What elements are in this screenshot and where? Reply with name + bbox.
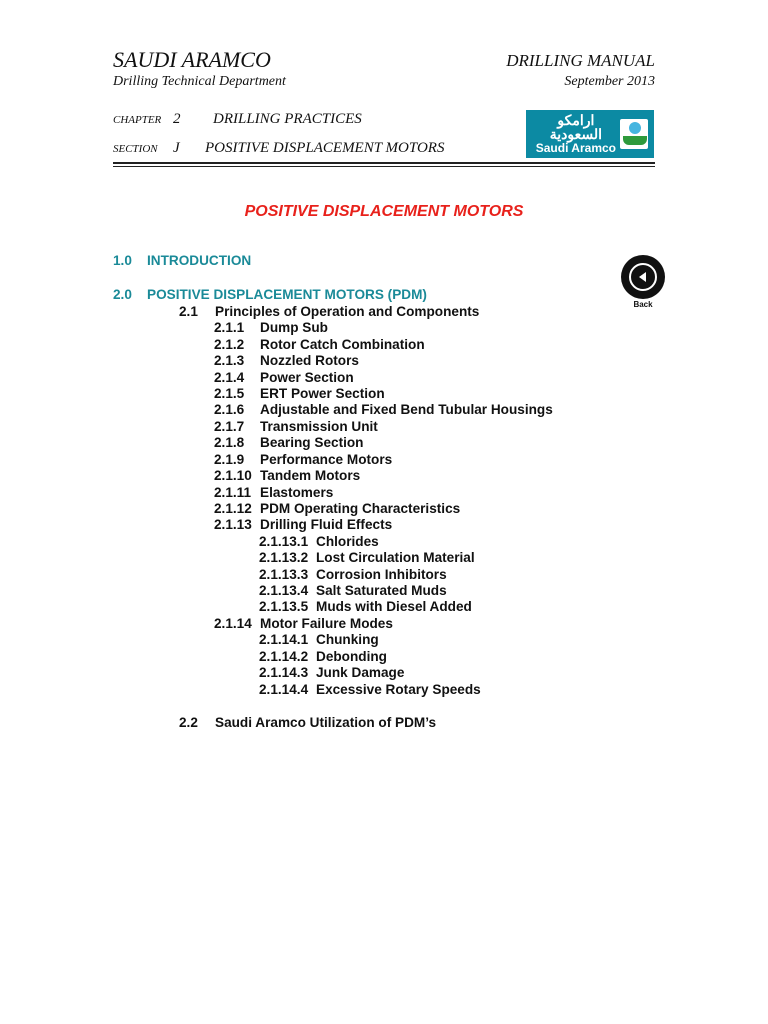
toc-item-text: Rotor Catch Combination	[260, 337, 425, 352]
toc-item-number: 2.1.4	[214, 370, 245, 385]
toc-item-number: 2.1	[179, 304, 198, 319]
toc-item-number: 2.1.14.3	[259, 665, 309, 680]
section-key: SECTION	[113, 143, 158, 155]
toc-item-number: 2.1.14.4	[259, 682, 309, 697]
logo-arabic-text: ارامكو السعودية	[549, 112, 603, 142]
toc-item-number: 1.0	[113, 253, 132, 268]
toc-item-number: 2.1.14	[214, 616, 252, 631]
toc-item-number: 2.1.13.1	[259, 534, 309, 549]
logo-mark-icon	[620, 119, 648, 149]
manual-date: September 2013	[564, 74, 655, 89]
toc-item-number: 2.1.5	[214, 386, 245, 401]
logo-wordmark	[532, 113, 620, 155]
toc-item-text: Muds with Diesel Added	[316, 599, 472, 614]
toc-item[interactable]	[113, 287, 427, 302]
toc-item-text: ERT Power Section	[260, 386, 385, 401]
department-name: Drilling Technical Department	[113, 74, 286, 89]
toc-item-text: Nozzled Rotors	[260, 353, 359, 368]
toc-item-text: POSITIVE DISPLACEMENT MOTORS (PDM)	[147, 287, 427, 302]
toc-item[interactable]	[259, 632, 379, 647]
toc-item-number: 2.1.3	[214, 353, 245, 368]
toc-item-text: Performance Motors	[260, 452, 393, 467]
toc-item-text: Adjustable and Fixed Bend Tubular Housings	[260, 402, 553, 417]
toc-item[interactable]	[214, 337, 425, 352]
toc-item[interactable]	[259, 550, 475, 565]
toc-item-text: Corrosion Inhibitors	[316, 567, 447, 582]
toc-item[interactable]	[259, 599, 472, 614]
header-right	[506, 50, 655, 90]
toc-item-number: 2.1.8	[214, 435, 245, 450]
org-name: SAUDI ARAMCO	[113, 47, 271, 72]
toc-item[interactable]	[214, 386, 385, 401]
section-row	[113, 139, 444, 157]
toc-item-text: Tandem Motors	[260, 468, 361, 483]
toc-item-number: 2.2	[179, 715, 198, 730]
toc-item[interactable]	[214, 517, 392, 532]
toc-item-text: Lost Circulation Material	[316, 550, 475, 565]
toc-item-text: Motor Failure Modes	[260, 616, 393, 631]
toc-item-number: 2.1.9	[214, 452, 245, 467]
toc-item[interactable]	[214, 419, 378, 434]
toc-item-text: Salt Saturated Muds	[316, 583, 447, 598]
toc-item[interactable]	[214, 501, 460, 516]
chapter-number: 2	[173, 111, 181, 127]
chapter-title: DRILLING PRACTICES	[213, 111, 362, 127]
toc-item[interactable]	[214, 370, 354, 385]
toc-item-number: 2.1.14.2	[259, 649, 309, 664]
toc-item-number: 2.1.1	[214, 320, 245, 335]
manual-title: DRILLING MANUAL	[506, 51, 655, 70]
header-rule-thin	[113, 166, 655, 167]
toc-item[interactable]	[214, 435, 364, 450]
toc-item-number: 2.1.13.5	[259, 599, 309, 614]
chapter-row	[113, 110, 362, 128]
toc-item-text: Saudi Aramco Utilization of PDM’s	[215, 715, 437, 730]
toc-item[interactable]	[259, 534, 379, 549]
toc-item-number: 2.0	[113, 287, 132, 302]
toc-item-text: Excessive Rotary Speeds	[316, 682, 481, 697]
toc-item[interactable]	[259, 583, 447, 598]
toc-item-text: Elastomers	[260, 485, 334, 500]
back-button[interactable]	[620, 255, 666, 309]
toc-item[interactable]	[214, 468, 360, 483]
toc-item-text: Transmission Unit	[260, 419, 378, 434]
toc-item[interactable]	[259, 665, 404, 680]
toc-item[interactable]	[179, 304, 479, 319]
toc-item-number: 2.1.10	[214, 468, 252, 483]
toc-item[interactable]	[214, 616, 393, 631]
toc-item-text: PDM Operating Characteristics	[260, 501, 461, 516]
toc-item-number: 2.1.2	[214, 337, 245, 352]
toc-item-number: 2.1.14.1	[259, 632, 309, 647]
toc-item[interactable]	[214, 452, 392, 467]
toc-item[interactable]	[214, 402, 553, 417]
toc-item[interactable]	[179, 715, 436, 730]
toc-item[interactable]	[214, 353, 359, 368]
toc-item-number: 2.1.13.3	[259, 567, 309, 582]
toc-item-number: 2.1.7	[214, 419, 245, 434]
toc-item-text: Dump Sub	[260, 320, 328, 335]
logo-english-text: Saudi Aramco	[535, 141, 616, 155]
toc-item-text: Debonding	[316, 649, 387, 664]
toc-item-number: 2.1.13.2	[259, 550, 309, 565]
toc-item-text: Power Section	[260, 370, 354, 385]
saudi-aramco-logo	[526, 110, 654, 158]
toc-item-number: 2.1.12	[214, 501, 252, 516]
back-label[interactable]: Back	[633, 300, 653, 309]
toc-item[interactable]	[259, 567, 447, 582]
header-rule	[113, 162, 655, 164]
toc-item-text: Chlorides	[316, 534, 379, 549]
toc-item-number: 2.1.13.4	[259, 583, 309, 598]
toc-item[interactable]	[259, 649, 387, 664]
toc-item-text: Junk Damage	[316, 665, 405, 680]
toc-item-number: 2.1.6	[214, 402, 245, 417]
toc-item[interactable]	[214, 485, 333, 500]
toc-item-text: Principles of Operation and Components	[215, 304, 480, 319]
toc-item[interactable]	[214, 320, 328, 335]
toc-item-text: Drilling Fluid Effects	[260, 517, 393, 532]
header-left	[113, 48, 286, 90]
section-title: POSITIVE DISPLACEMENT MOTORS	[205, 140, 445, 156]
chapter-key: CHAPTER	[113, 114, 162, 126]
toc-item-text: INTRODUCTION	[147, 253, 252, 268]
toc-item-text: Bearing Section	[260, 435, 364, 450]
toc-item-number: 2.1.11	[214, 485, 252, 500]
section-number: J	[173, 140, 180, 156]
page-title: POSITIVE DISPLACEMENT MOTORS	[244, 203, 524, 220]
toc-item[interactable]	[113, 253, 251, 268]
back-arrow-icon[interactable]	[621, 255, 665, 299]
toc-item-text: Chunking	[316, 632, 379, 647]
toc-item[interactable]	[259, 682, 481, 697]
toc-item-number: 2.1.13	[214, 517, 252, 532]
